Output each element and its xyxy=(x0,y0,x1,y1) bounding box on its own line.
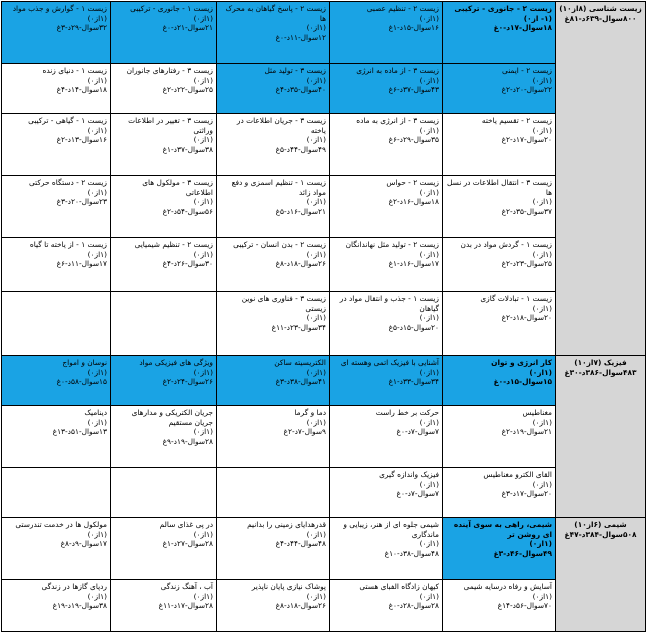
topic-range: (۱از۰) xyxy=(306,135,326,145)
topic-title: زیست ۲ - پاسخ گیاهان به محرک ها xyxy=(225,4,326,23)
topic-range: (۱از۰) xyxy=(87,529,107,539)
topic-stats: ۲۱سوال-۲۱د-۰غ xyxy=(162,23,213,33)
topic-title: شیمی، راهی به سوی آینده ای روشن تر xyxy=(453,520,552,539)
topic-title: زیست ۳ - جریان اطلاعات در یاخته xyxy=(236,116,326,135)
topic-stats: ۴۸سوال-۳۸د-۱۰غ xyxy=(384,548,439,558)
topic-range: (۱از۰) xyxy=(193,75,213,85)
subject-cell-bio: زیست شناسی (۸از۱۰) ۸۰۰سوال-۶۳۹د-۸۱غ xyxy=(556,2,646,356)
topic-title: القای الکترو مغناطیس xyxy=(483,470,552,479)
topic-title: کیهان زادگاه الفبای هستی xyxy=(359,582,439,591)
topic-range: (۱- از۰) xyxy=(523,13,552,23)
table-row xyxy=(2,356,646,406)
topic-stats: ۲۰سوال-۱۷د-۳غ xyxy=(501,489,552,499)
topic-cell xyxy=(330,518,443,580)
topic-title: زیست ۱ - از یاخته تا گیاه xyxy=(29,240,107,249)
topic-cell xyxy=(443,114,556,176)
topic-range: (۱از۰) xyxy=(306,249,326,259)
topic-stats: ۳۷سوال-۳۵د-۲غ xyxy=(501,206,552,216)
topic-range: (۱از۰) xyxy=(193,529,213,539)
topic-cell xyxy=(217,238,330,292)
topic-title: نوسان و امواج xyxy=(62,358,107,367)
topic-title: زیست ۲ - ایمنی xyxy=(502,66,552,75)
topic-title: زیست ۳ - مولکول های اطلاعاتی xyxy=(142,178,213,197)
topic-title: جریان الکتریکی و مدارهای جریان مستقیم xyxy=(131,408,213,427)
topic-title: الکتریسیته ساکن xyxy=(274,358,326,367)
topic-range: (۱از۰) xyxy=(193,249,213,259)
topic-stats: ۴۹سوال-۴۶د-۳غ xyxy=(493,548,552,558)
topic-stats: ۱۷سوال-۹د-۸غ xyxy=(60,539,107,549)
topic-cell xyxy=(330,580,443,632)
topic-cell xyxy=(330,176,443,238)
topic-title: زیست ۲ - حواس xyxy=(386,178,439,187)
topic-stats-table xyxy=(1,1,646,632)
topic-cell xyxy=(111,114,217,176)
topic-title: آشنایی با فیزیک اتمی وهسته ای xyxy=(340,358,439,367)
topic-cell xyxy=(2,406,111,468)
topic-cell xyxy=(443,176,556,238)
topic-stats: ۷۰سوال-۵۶د-۱۴غ xyxy=(497,601,552,611)
topic-title: زیست ۱ - جانوری - ترکیبی xyxy=(130,4,213,13)
topic-cell xyxy=(217,114,330,176)
topic-cell xyxy=(111,518,217,580)
topic-stats: ۲۱سوال-۱۹د-۲غ xyxy=(501,427,552,437)
topic-range: (۱از۰) xyxy=(419,367,439,377)
topic-title: دینامیک xyxy=(84,408,107,417)
topic-cell xyxy=(443,468,556,518)
topic-title: زیست ۳ - از انرژی به ماده xyxy=(356,116,439,125)
topic-range: (۱از۰) xyxy=(532,591,552,601)
subject-cell-chem: شیمی (۶از۱۰) ۵۰۸سوال-۳۸۴د-۴۷غ xyxy=(556,518,646,632)
topic-stats: ۱۳سوال-۵۱د-۱۳غ xyxy=(52,427,107,437)
topic-title: زیست ۱ - جذب و انتقال مواد در گیاهان xyxy=(339,294,439,313)
topic-range: (۱از۰) xyxy=(419,249,439,259)
topic-range: (۱از۰) xyxy=(87,417,107,427)
topic-cell xyxy=(217,580,330,632)
topic-range: (۱از۰) xyxy=(419,125,439,135)
topic-range: (۱از۰) xyxy=(87,367,107,377)
topic-range: (۱از۰) xyxy=(87,187,107,197)
topic-range: (۱از۰) xyxy=(529,539,552,549)
topic-range: (۱از۰) xyxy=(87,125,107,135)
topic-range: (۱از۰) xyxy=(532,249,552,259)
topic-title: زیست ۱ - گیاهی - ترکیبی xyxy=(28,116,107,125)
topic-cell xyxy=(217,518,330,580)
topic-stats: ۳۸سوال-۱۹د-۱۹غ xyxy=(52,601,107,611)
topic-range: (۱از۰) xyxy=(87,591,107,601)
topic-title: در پی غذای سالم xyxy=(159,520,213,529)
topic-title: شیمی جلوه ای از هنر، زیبایی و ماندگاری xyxy=(343,520,439,539)
topic-stats: ۷سوال-۷د-۰غ xyxy=(396,427,439,437)
topic-range: (۱از۰) xyxy=(419,417,439,427)
topic-cell xyxy=(443,292,556,356)
table-row xyxy=(2,176,646,238)
topic-range: (۱از۰) xyxy=(529,367,552,377)
topic-range: (۱از۰) xyxy=(87,13,107,23)
topic-range: (۱از۰) xyxy=(306,23,326,33)
topic-title: حرکت بر خط راست xyxy=(375,408,439,417)
topic-cell xyxy=(443,580,556,632)
topic-title: زیست ۲ - تولید مثل نهاندانگان xyxy=(345,240,439,249)
topic-stats: ۲۸سوال-۲۷د-۱غ xyxy=(162,539,213,549)
subject-cell-phys: فیزیک (۷از۱۰) ۴۸۳سوال-۳۸۶د-۳۰غ xyxy=(556,356,646,518)
topic-cell xyxy=(111,292,217,356)
topic-cell xyxy=(330,2,443,64)
topic-cell xyxy=(443,356,556,406)
topic-stats: ۲۸سوال-۱۹د-۹غ xyxy=(162,436,213,446)
topic-title: زیست ۲ - بدن انسان - ترکیبی xyxy=(233,240,326,249)
topic-title: زیست ۲ - تنظیم عصبی xyxy=(366,4,439,13)
topic-cell xyxy=(443,64,556,114)
topic-cell xyxy=(2,292,111,356)
topic-title: زیست ۱ - تبادلات گازی xyxy=(480,294,552,303)
topic-range: (۱از۰) xyxy=(306,313,326,323)
topic-cell xyxy=(2,64,111,114)
topic-stats: ۴۳سوال-۳۷د-۶غ xyxy=(388,85,439,95)
topic-stats: ۲۰سوال-۱۷د-۲غ xyxy=(501,135,552,145)
topic-cell xyxy=(330,114,443,176)
topic-cell xyxy=(443,518,556,580)
topic-title: مغناطیس xyxy=(522,408,552,417)
topic-cell xyxy=(2,238,111,292)
topic-cell xyxy=(330,292,443,356)
topic-cell xyxy=(111,580,217,632)
topic-cell xyxy=(217,64,330,114)
topic-stats: ۳۰سوال-۲۶د-۴غ xyxy=(162,259,213,269)
topic-stats: ۱۶سوال-۱۵د-۱غ xyxy=(388,23,439,33)
table-row xyxy=(2,468,646,518)
topic-range: (۱از۰) xyxy=(419,75,439,85)
table-row xyxy=(2,292,646,356)
topic-range: (۱از۰) xyxy=(532,75,552,85)
topic-cell xyxy=(443,406,556,468)
topic-stats: ۲۰سوال-۱۵د-۵غ xyxy=(388,322,439,332)
topic-range: (۱از۰) xyxy=(306,529,326,539)
topic-stats: ۱۸سوال-۱۴د-۴غ xyxy=(56,85,107,95)
table-body xyxy=(2,2,646,632)
topic-title: مولکول ها در خدمت تندرستی xyxy=(15,520,107,529)
topic-stats: ۱۵سوال-۱۵د-۰غ xyxy=(493,377,552,387)
topic-title: زیست ۳ - انتقال اطلاعات در نسل ها xyxy=(447,178,552,197)
topic-title: فیزیک واندازه گیری xyxy=(379,470,439,479)
topic-stats: ۲۶سوال-۱۸د-۸غ xyxy=(275,259,326,269)
topic-cell xyxy=(2,2,111,64)
topic-stats: ۲۸سوال-۲۸د-۰غ xyxy=(388,601,439,611)
topic-range: (۱از۰) xyxy=(87,249,107,259)
topic-cell xyxy=(443,2,556,64)
topic-range: (۱از۰) xyxy=(419,13,439,23)
topic-title: زیست ۱ - دنیای زنده xyxy=(42,66,107,75)
topic-title: آب ، آهنگ زندگی xyxy=(160,582,213,591)
topic-stats: ۷سوال-۷د-۰غ xyxy=(396,489,439,499)
topic-range: (۱از۰) xyxy=(419,591,439,601)
topic-cell xyxy=(111,356,217,406)
topic-stats: ۳۴سوال-۳۳د-۱غ xyxy=(388,377,439,387)
topic-cell xyxy=(2,356,111,406)
topic-cell xyxy=(2,114,111,176)
topic-title: زیست ۳ - تولید مثل xyxy=(264,66,326,75)
topic-title: زیست ۳ - تغییر در اطلاعات وراثتی xyxy=(128,116,213,135)
topic-range: (۱از۰) xyxy=(306,197,326,207)
table-row xyxy=(2,64,646,114)
topic-stats: ۱۸سوال-۱۶د-۲غ xyxy=(388,197,439,207)
topic-stats: ۱۷سوال-۱۶د-۱غ xyxy=(388,259,439,269)
topic-title: زیست ۱ - گوارش و جذب مواد xyxy=(12,4,107,13)
table-row xyxy=(2,2,646,64)
topic-range: (۱از۰) xyxy=(532,303,552,313)
topic-title: دما و گرما xyxy=(294,408,326,417)
topic-cell xyxy=(217,468,330,518)
topic-cell xyxy=(111,2,217,64)
topic-range: (۱از۰) xyxy=(193,367,213,377)
topic-range: (۱از۰) xyxy=(419,539,439,549)
topic-title: زیست ۲ - دستگاه حرکتی xyxy=(28,178,107,187)
topic-range: (۱از۰) xyxy=(306,367,326,377)
topic-cell xyxy=(330,64,443,114)
topic-cell xyxy=(2,518,111,580)
topic-title: زیست ۲ - جانوری - ترکیبی xyxy=(454,4,552,13)
topic-stats: ۱۲سوال-۱۱د-۰غ xyxy=(275,32,326,42)
topic-cell xyxy=(2,176,111,238)
topic-stats: ۱۶سوال-۱۳د-۲غ xyxy=(56,135,107,145)
topic-stats: ۴۹سوال-۴۴د-۵غ xyxy=(275,144,326,154)
topic-stats: ۳۲سوال-۲۹د-۳غ xyxy=(56,23,107,33)
topic-cell xyxy=(217,406,330,468)
topic-range: (۱از۰) xyxy=(193,135,213,145)
topic-range: (۱از۰) xyxy=(193,197,213,207)
topic-stats: ۳۵سوال-۲۹د-۶غ xyxy=(388,135,439,145)
topic-cell xyxy=(443,238,556,292)
topic-stats: ۲۵سوال-۲۲د-۲غ xyxy=(162,85,213,95)
topic-title: کار انرژی و توان xyxy=(491,358,552,367)
topic-cell xyxy=(2,580,111,632)
topic-stats: ۲۶سوال-۲۴د-۲غ xyxy=(162,377,213,387)
topic-range: (۱از۰) xyxy=(193,591,213,601)
topic-title: زیست ۳ - فناوری های نوین زیستی xyxy=(241,294,326,313)
topic-stats: ۴۰سوال-۳۵د-۴غ xyxy=(275,85,326,95)
table-row xyxy=(2,406,646,468)
topic-title: زیست ۱ - تنظیم اسمزی و دفع مواد زائد xyxy=(231,178,326,197)
topic-stats: ۲۸سوال-۱۷د-۱۱غ xyxy=(158,601,213,611)
topic-stats: ۴۱سوال-۳۸د-۳غ xyxy=(275,377,326,387)
topic-stats: ۱۸سوال-۱۷د-۰غ xyxy=(493,23,552,33)
topic-range: (۱از۰) xyxy=(193,13,213,23)
topic-title: زیست ۳ - از ماده به انرژی xyxy=(356,66,439,75)
topic-title: آسایش و رفاه درسایه شیمی xyxy=(463,582,552,591)
topic-range: (۱از۰) xyxy=(419,313,439,323)
topic-cell xyxy=(330,468,443,518)
topic-range: (۱از۰) xyxy=(306,591,326,601)
topic-range: (۱از۰) xyxy=(532,479,552,489)
topic-stats: ۴۸سوال-۴۴د-۴غ xyxy=(275,539,326,549)
table-row xyxy=(2,238,646,292)
topic-cell xyxy=(217,356,330,406)
topic-stats: ۲۳سوال-۲۰د-۳غ xyxy=(56,197,107,207)
topic-cell xyxy=(217,2,330,64)
topic-cell xyxy=(111,176,217,238)
topic-cell xyxy=(111,468,217,518)
topic-range: (۱از۰) xyxy=(419,479,439,489)
topic-cell xyxy=(330,356,443,406)
topic-range: (۱از۰) xyxy=(87,75,107,85)
topic-title: ویژگی های فیزیکی مواد xyxy=(139,358,213,367)
topic-stats: ۵۶سوال-۵۴د-۲غ xyxy=(162,206,213,216)
topic-range: (۱از۰) xyxy=(306,417,326,427)
topic-title: قدرهدایای زمینی را بدانیم xyxy=(247,520,326,529)
table-row xyxy=(2,114,646,176)
topic-stats: ۲۱سوال-۱۶د-۵غ xyxy=(275,206,326,216)
topic-title: پوشاک نیازی پایان ناپذیر xyxy=(251,582,326,591)
topic-cell xyxy=(330,406,443,468)
topic-cell xyxy=(111,238,217,292)
topic-title: زیست ۲ - تنظیم شیمیایی xyxy=(134,240,213,249)
topic-stats: ۲۶سوال-۱۸د-۸غ xyxy=(275,601,326,611)
topic-cell xyxy=(111,406,217,468)
topic-stats: ۳۸سوال-۳۷د-۱غ xyxy=(162,144,213,154)
topic-stats: ۲۵سوال-۲۳د-۲غ xyxy=(501,259,552,269)
table-row xyxy=(2,580,646,632)
topic-stats: ۳۴سوال-۲۳د-۱۱غ xyxy=(271,322,326,332)
topic-range: (۱از۰) xyxy=(419,187,439,197)
topic-cell xyxy=(111,64,217,114)
topic-title: ردپای گازها در زندگی xyxy=(41,582,107,591)
topic-stats: ۲۰سوال-۱۸د-۲غ xyxy=(501,313,552,323)
table-row xyxy=(2,518,646,580)
topic-stats: ۱۵سوال-۵۸د-۰غ xyxy=(56,377,107,387)
topic-stats: ۹سوال-۷د-۲غ xyxy=(283,427,326,437)
topic-title: زیست ۳ - رفتارهای جانوران xyxy=(126,66,213,75)
topic-cell xyxy=(217,176,330,238)
topic-cell xyxy=(2,468,111,518)
topic-range: (۱از۰) xyxy=(532,417,552,427)
topic-stats: ۱۷سوال-۱۱د-۶غ xyxy=(56,259,107,269)
topic-range: (۱از۰) xyxy=(532,125,552,135)
topic-range: (۱از۰) xyxy=(193,427,213,437)
topic-stats: ۲۲سوال-۲۰د-۲غ xyxy=(501,85,552,95)
topic-cell xyxy=(217,292,330,356)
topic-title: زیست ۲ - تقسیم یاخته xyxy=(481,116,552,125)
topic-range: (۱از۰) xyxy=(532,197,552,207)
topic-title: زیست ۱ - گردش مواد در بدن xyxy=(460,240,552,249)
topic-cell xyxy=(330,238,443,292)
topic-range: (۱از۰) xyxy=(306,75,326,85)
